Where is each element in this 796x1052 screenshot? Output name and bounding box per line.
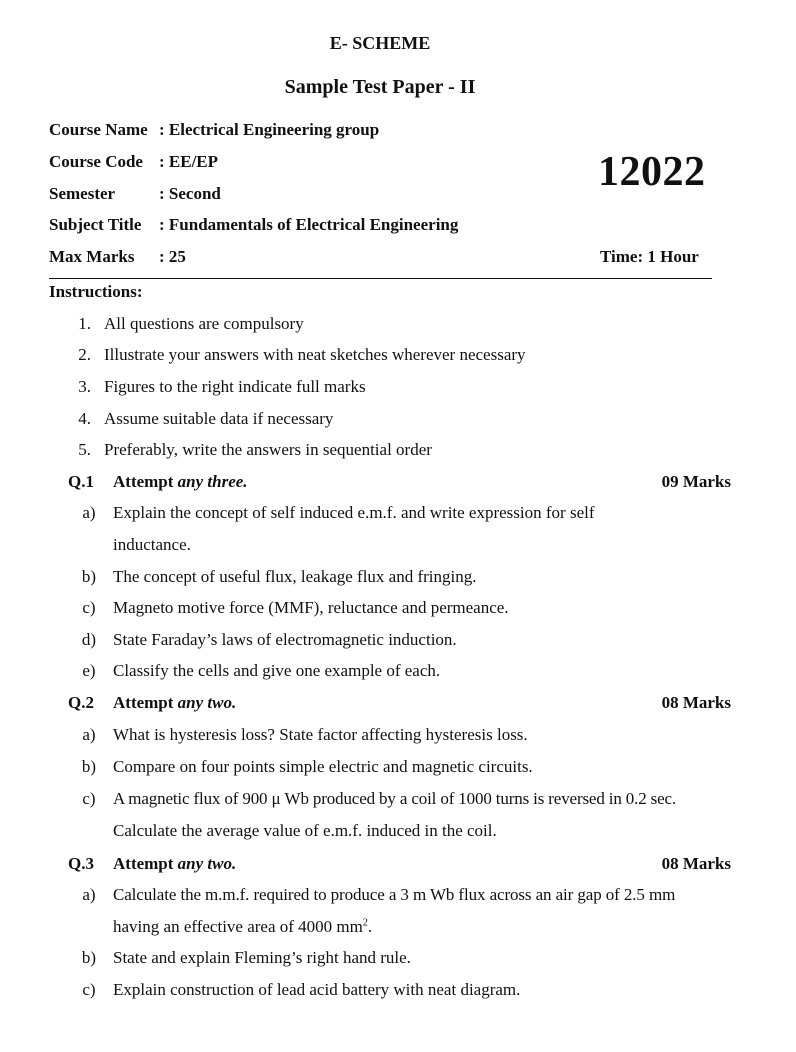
attempt-text: Attempt (113, 854, 174, 873)
attempt-count: any three. (177, 472, 248, 491)
part-text-continued: Calculate the average value of e.m.f. induced in the coil. (113, 821, 497, 840)
part-text: Explain construction of lead acid battery with neat diagram. (113, 980, 521, 999)
part-label: a) (82, 885, 96, 904)
course-name-label: Course Name (49, 120, 148, 139)
attempt-count: any two. (177, 854, 237, 873)
part-label: d) (81, 630, 97, 649)
part-label: c) (82, 789, 96, 808)
question-marks: 09 Marks (661, 472, 731, 491)
course-code-value: : EE/EP (159, 152, 219, 171)
course-name-value: : Electrical Engineering group (159, 120, 380, 139)
part-text-continued: inductance. (113, 535, 191, 554)
part-label: a) (82, 503, 96, 522)
attempt-text: Attempt (113, 472, 174, 491)
question-marks: 08 Marks (661, 693, 731, 712)
question-number: Q.1 (68, 472, 94, 491)
part-text: A magnetic flux of 900 μ Wb produced by a coil of 1000 turns is reversed in 0.2 sec. (113, 789, 677, 808)
superscript: 2 (362, 917, 368, 929)
attempt-count: any two. (177, 693, 237, 712)
part-text: The concept of useful flux, leakage flux and fringing. (113, 567, 477, 586)
part-text: State Faraday’s laws of electromagnetic induction. (113, 630, 457, 649)
header-divider (49, 278, 712, 279)
instruction-text: Illustrate your answers with neat sketches wherever necessary (104, 345, 526, 364)
subject-label: Subject Title (49, 215, 142, 234)
course-code-label: Course Code (49, 152, 143, 171)
part-label: c) (82, 598, 96, 617)
scheme-title: E- SCHEME (329, 33, 431, 53)
question-instruction (113, 693, 236, 713)
part-label: b) (81, 757, 97, 776)
question-marks: 08 Marks (661, 854, 731, 873)
paper-code: 12022 (598, 149, 706, 195)
part-text: Explain the concept of self induced e.m.f. and write expression for self (113, 503, 595, 522)
part-text: What is hysteresis loss? State factor affecting hysteresis loss. (113, 725, 528, 744)
max-marks-label: Max Marks (49, 247, 135, 266)
question-number: Q.2 (68, 693, 94, 712)
part-text-tail: . (367, 917, 373, 936)
part-text: Calculate the m.m.f. required to produce a 3 m Wb flux across an air gap of 2.5 mm (113, 885, 676, 904)
semester-label: Semester (49, 184, 116, 203)
subject-value: : Fundamentals of Electrical Engineering (159, 215, 459, 234)
semester-value: : Second (159, 184, 221, 203)
part-label: c) (82, 980, 96, 999)
question-instruction (113, 472, 248, 492)
instruction-number: 3. (78, 377, 91, 396)
part-label: b) (81, 567, 97, 586)
part-text: Classify the cells and give one example of each. (113, 661, 441, 680)
instruction-number: 5. (78, 440, 91, 459)
instruction-number: 4. (78, 409, 91, 428)
instruction-number: 2. (78, 345, 91, 364)
instruction-text: Assume suitable data if necessary (104, 409, 334, 428)
instructions-heading: Instructions: (49, 282, 143, 301)
instruction-text: All questions are compulsory (104, 314, 304, 333)
question-instruction (113, 854, 236, 874)
part-text: Magneto motive force (MMF), reluctance and permeance. (113, 598, 509, 617)
part-label: a) (82, 725, 96, 744)
question-number: Q.3 (68, 854, 94, 873)
part-text-continued (113, 917, 372, 937)
max-marks-value: : 25 (159, 247, 186, 266)
attempt-text: Attempt (113, 693, 174, 712)
part-text: Compare on four points simple electric and magnetic circuits. (113, 757, 533, 776)
part-text: State and explain Fleming’s right hand rule. (113, 948, 411, 967)
time-allowed: Time: 1 Hour (600, 247, 699, 266)
part-text-main: having an effective area of 4000 mm (113, 917, 363, 936)
part-label: e) (82, 661, 96, 680)
paper-title: Sample Test Paper - II (284, 76, 476, 98)
instruction-text: Figures to the right indicate full marks (104, 377, 366, 396)
instruction-text: Preferably, write the answers in sequential order (104, 440, 432, 459)
part-label: b) (81, 948, 97, 967)
instruction-number: 1. (78, 314, 91, 333)
